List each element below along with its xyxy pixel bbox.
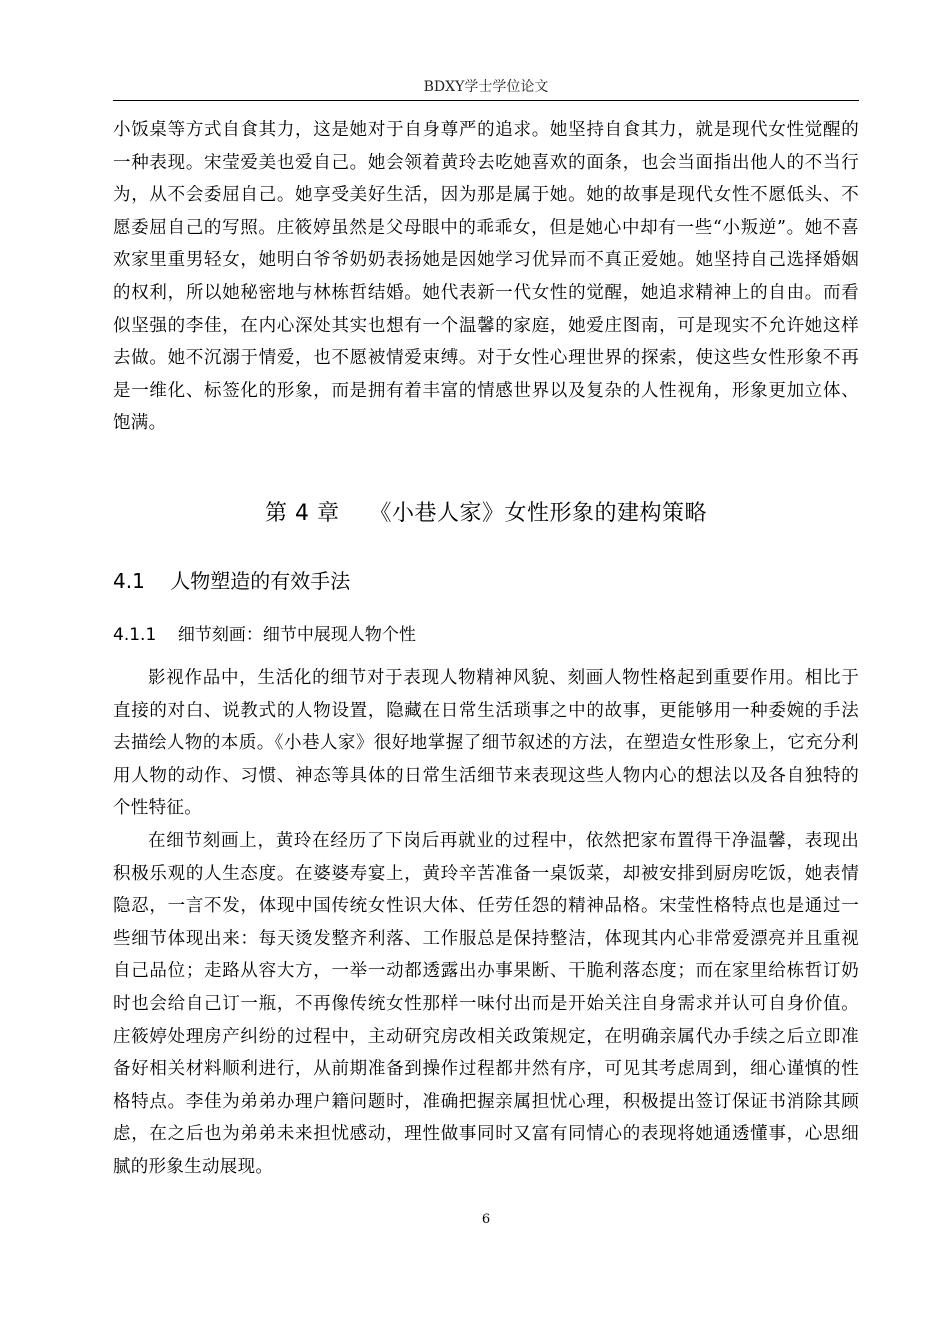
paragraph: 在细节刻画上，黄玲在经历了下岗后再就业的过程中，依然把家布置得干净温馨，表现出积极乐观的人生态度。在婆婆寿宴上，黄玲辛苦准备一桌饭菜，却被安排到厨房吃饭，她表情隐忍，一言不发，体现中国传统女性识大体、任劳任怨的精神品格。宋莹性格特点也是通过一些细节体现出来：每天烫发整齐利落、工作服总是保持整洁，体现其内心非常爱漂亮并且重视自己品位；走路从容大方，一举一动都透露出办事果断、干脆利落态度；而在家里给栋哲订奶时也会给自己订一瓶，不再像传统女性那样一味付出而是开始关注自身需求并认可自身价值。庄筱婷处理房产纠纷的过程中，主动研究房改相关政策规定，在明确亲属代办手续之后立即准备好相关材料顺利进行，从前期准备到操作过程都井然有序，可见其考虑周到，细心谨慎的性格特点。李佳为弟弟办理户籍问题时，准确把握亲属担忧心理，积极提出签订保证书消除其顾虑，在之后也为弟弟未来担忧感动，理性做事同时又富有同情心的表现将她通透懂事，心思细腻的形象生动展现。 [113,830,859,1177]
body-text-bottom [113,662,859,1184]
chapter-title: 第 4 章 《小巷人家》女性形象的建构策略 [265,501,707,526]
section-heading: 4.1 人物塑造的有效手法 [113,569,351,593]
paragraph: 小饭桌等方式自食其力，这是她对于自身尊严的追求。她坚持自食其力，就是现代女性觉醒的一种表现。宋莹爱美也爱自己。她会领着黄玲去吃她喜欢的面条，也会当面指出他人的不当行为，从不会委屈自己。她享受美好生活，因为那是属于她。她的故事是现代女性不愿低头、不愿委屈自己的写照。庄筱婷虽然是父母眼中的乖乖女，但是她心中却有一些“小叛逆”。她不喜欢家里重男轻女，她明白爷爷奶奶表扬她是因她学习优异而不真正爱她。她坚持自己选择婚姻的权利，所以她秘密地与林栋哲结婚。她代表新一代女性的觉醒，她追求精神上的自由。而看似坚强的李佳，在内心深处其实也想有一个温馨的家庭，她爱庄图南，可是现实不允许她这样去做。她不沉溺于情爱，也不愿被情爱束缚。对于女性心理世界的探索，使这些女性形象不再是一维化、标签化的形象，而是拥有着丰富的情感世界以及复杂的人性视角，形象更加立体、饱满。 [113,120,859,434]
paragraph: 影视作品中，生活化的细节对于表现人物精神风貌、刻画人物性格起到重要作用。相比于直接的对白、说教式的人物设置，隐藏在日常生活琐事之中的故事，更能够用一种委婉的手法去描绘人物的本质。《小巷人家》很好地掌握了细节叙述的方法，在塑造女性形象上，它充分利用人物的动作、习惯、神态等具体的日常生活细节来表现这些人物内心的想法以及各自独特的个性特征。 [113,668,859,819]
body-text-top [113,114,859,440]
running-header: BDXY学士学位论文 [423,79,549,95]
header-divider [113,100,859,101]
subsection-heading: 4.1.1 细节刻画：细节中展现人物个性 [113,625,416,645]
page-number: 6 [481,1212,491,1227]
